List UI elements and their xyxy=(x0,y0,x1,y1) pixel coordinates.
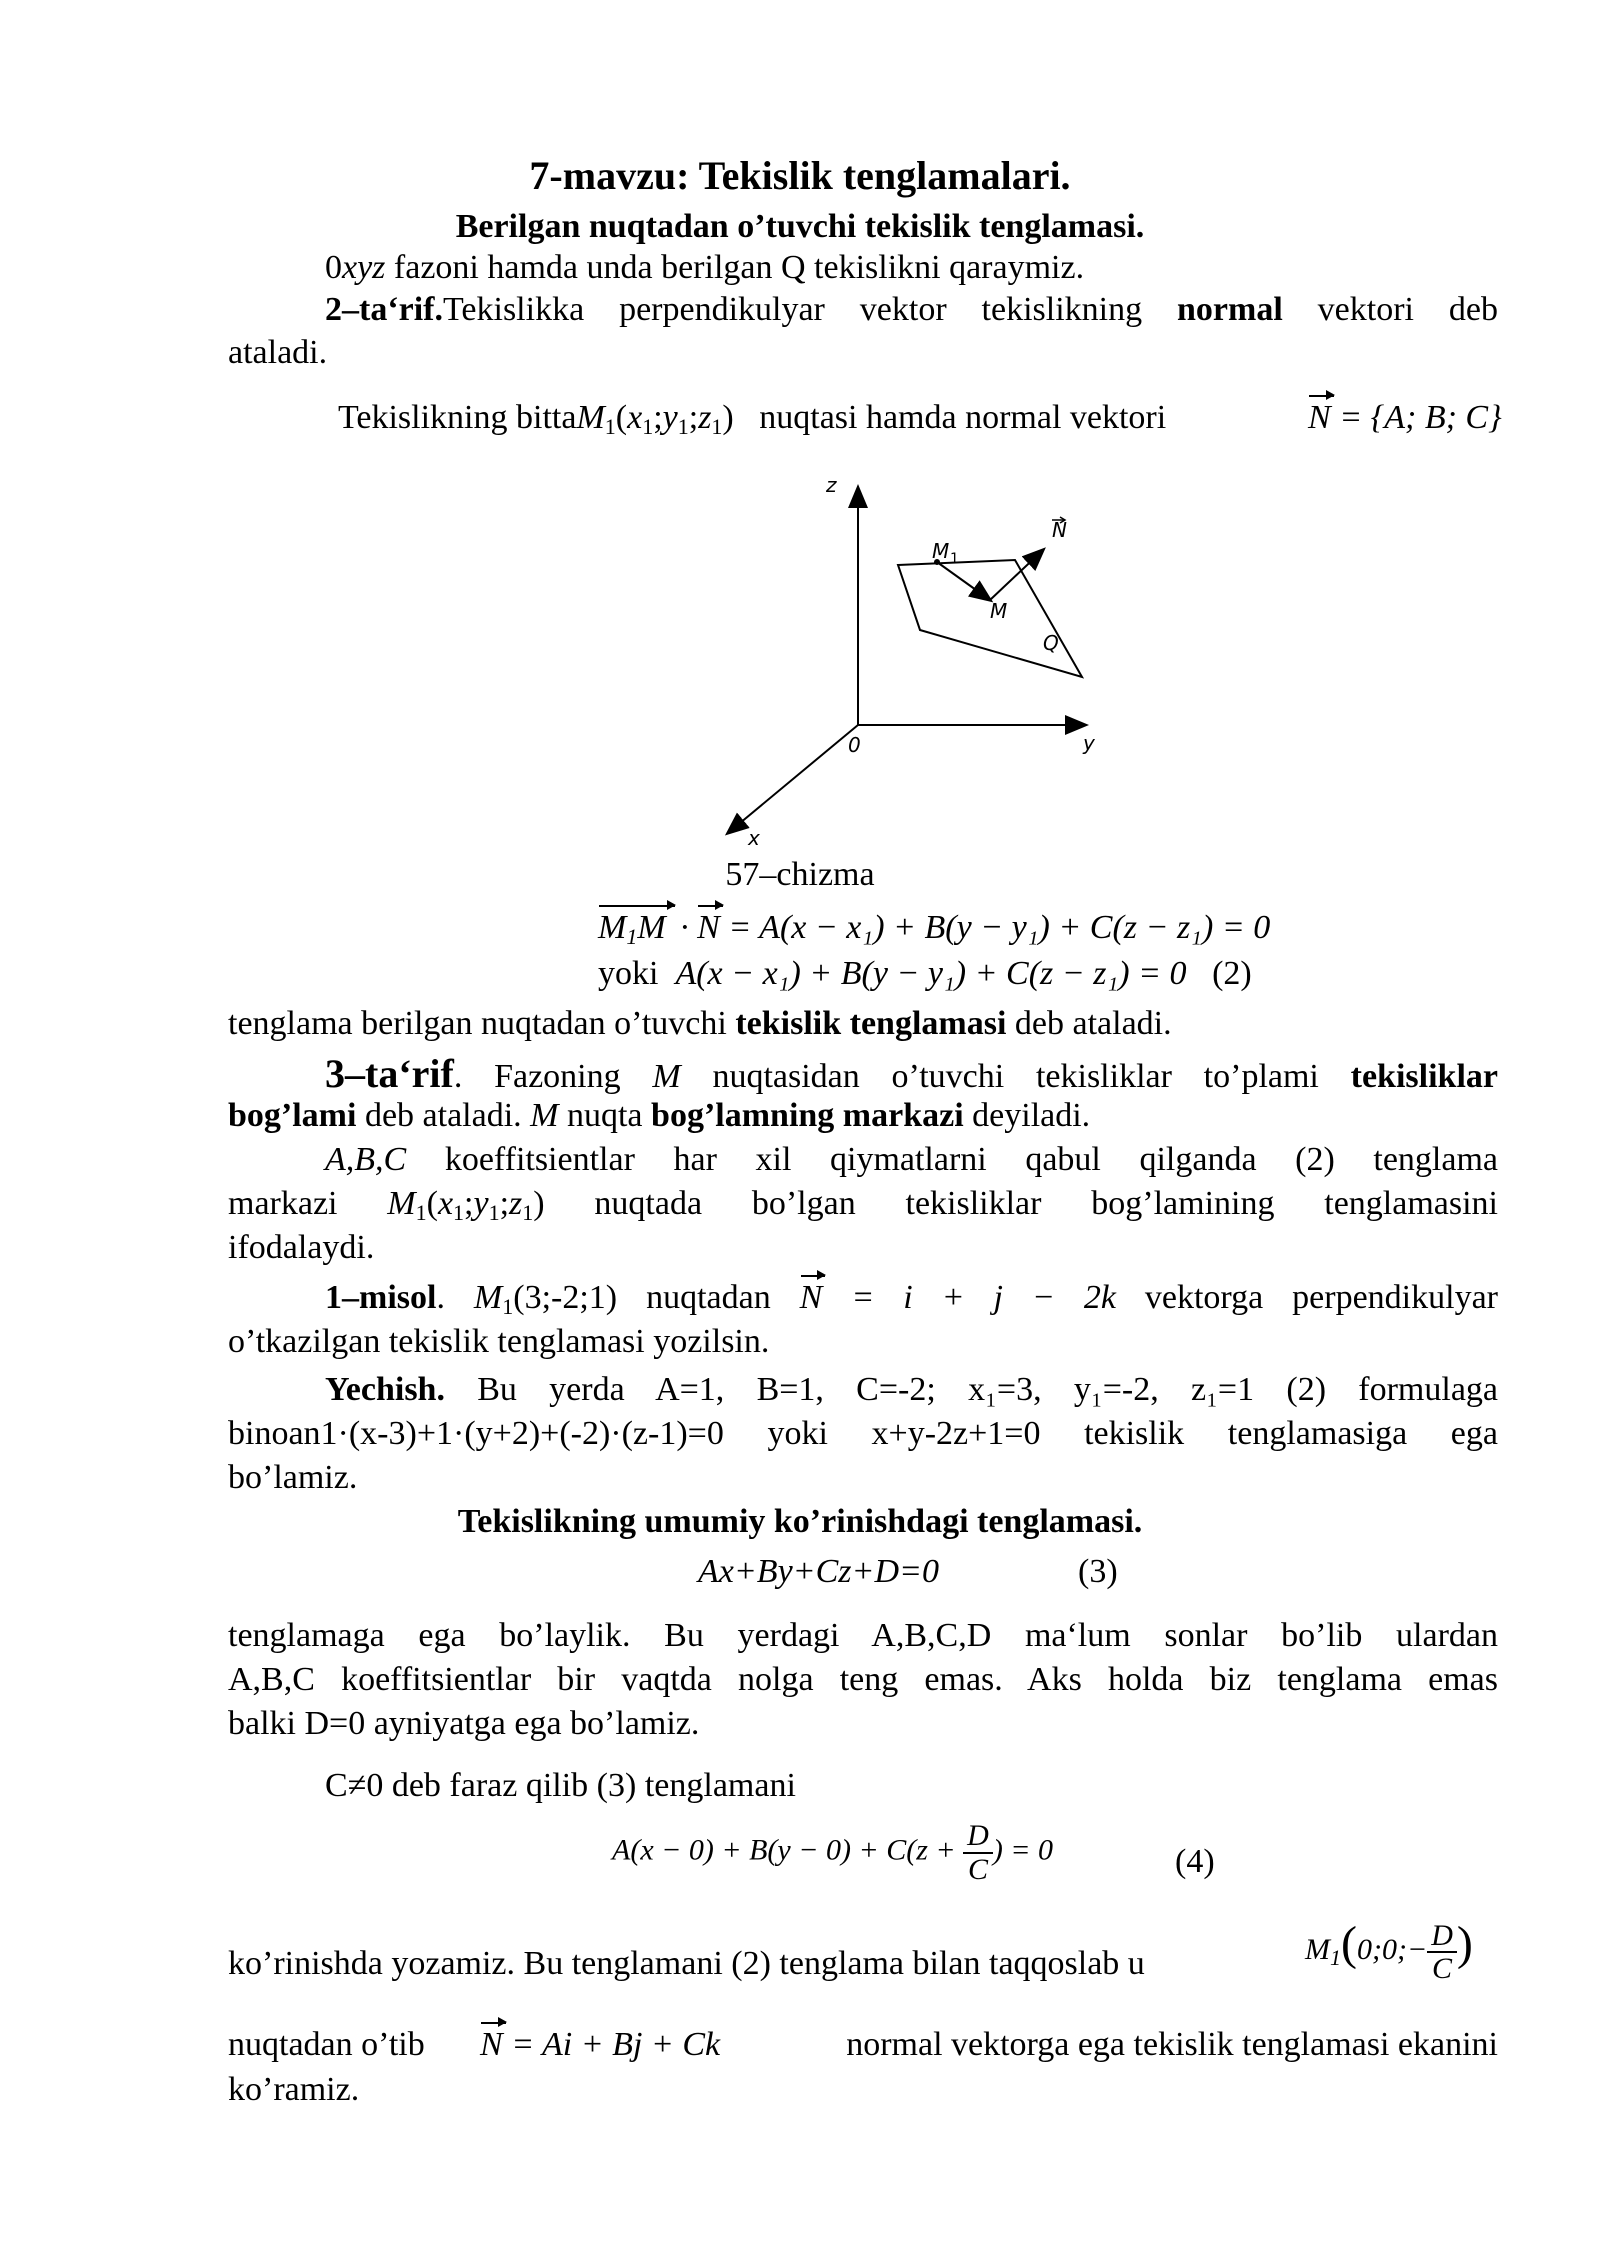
label-n: N xyxy=(1052,518,1067,542)
example-1: 1–misol. $M_1(3;-2;1)$ nuqtadan N = i + j − 2k vektorga perpendikulyar xyxy=(325,1279,1498,1319)
solution-l2: binoan1·(x-3)+1·(y+2)+(-2)·(z-1)=0 yoki x+y-2z+1=0 tekislik tenglamasiga ega xyxy=(228,1415,1498,1452)
paragraph-general-l1: tenglamaga ega bo’laylik. Bu yerdagi A,B,C,D ma‘lum sonlar bo’lib ulardan xyxy=(228,1617,1498,1654)
equation-dot-product: $M_1M \cdot N = A(x - x_1) + B(y - y_1) + C(z - z_1) = 0$ xyxy=(598,909,1271,949)
normal-vector-formula: N = Ai + Bj + Ck xyxy=(480,2025,720,2066)
equation-4-tag: (4) xyxy=(1175,1843,1215,1880)
example-1-cont: o’tkazilgan tekislik tenglamasi yozilsin. xyxy=(228,1323,770,1360)
paragraph-plane-equation: tenglama berilgan nuqtadan o’tuvchi tekislik tenglamasi deb ataladi. xyxy=(228,1005,1172,1042)
normal-vector-set: N = {A; B; C} xyxy=(1308,398,1502,439)
definition-3: 3–ta‘rif. Fazoning M nuqtasidan o’tuvchi tekisliklar to’plami tekisliklar xyxy=(325,1051,1498,1096)
label-z: z xyxy=(826,473,837,497)
paragraph-bundle-l2: markazi $M_1(x_1;y_1;z_1)$ nuqtada bo’lgan tekisliklar bog’lamining tenglamasini xyxy=(228,1185,1498,1225)
solution: Yechish. Bu yerda A=1, B=1, C=-2; x₁=3, y₁=-2, z₁=1 (2) formulaga xyxy=(325,1371,1498,1408)
equation-3: Ax+By+Cz+D=0 xyxy=(698,1553,939,1590)
paragraph-bundle-l3: ifodalaydi. xyxy=(228,1229,375,1266)
paragraph-intro: 0xyz fazoni hamda unda berilgan Q tekislikni qaraymiz. xyxy=(325,249,1085,286)
paragraph-general-l2: A,B,C koeffitsientlar bir vaqtda nolga teng emas. Aks holda biz tenglama emas xyxy=(228,1661,1498,1698)
label-origin: 0 xyxy=(848,733,861,757)
label-x: x xyxy=(748,826,760,850)
section-heading-1: Berilgan nuqtadan o’tuvchi tekislik tenglamasi. xyxy=(455,208,1145,245)
paragraph-compare: ko’rinishda yozamiz. Bu tenglamani (2) tenglama bilan taqqoslab u xyxy=(228,1945,1145,1982)
label-q: Q xyxy=(1043,631,1059,655)
vector-m1m xyxy=(937,562,990,600)
paragraph-normal-vector: Tekislikning $bittaM_1(x_1;y_1;z_1)$ nuqtasi hamda normal vektori xyxy=(338,399,1167,439)
paragraph-conclusion-l2: ko’ramiz. xyxy=(228,2071,360,2108)
definition-2: 2–ta‘rif.Tekislikka perpendikulyar vektor tekislikning normal vektori deb xyxy=(325,291,1498,328)
paragraph-general-l3: balki D=0 ayniyatga ega bo’lamiz. xyxy=(228,1705,700,1742)
paragraph-bundle: A,B,C koeffitsientlar har xil qiymatlarni qabul qilganda (2) tenglama xyxy=(325,1141,1498,1178)
section-heading-2: Tekislikning umumiy ko’rinishdagi tenglamasi. xyxy=(457,1503,1143,1540)
definition-2-cont: ataladi. xyxy=(228,334,328,371)
label-m: M xyxy=(990,599,1008,623)
point-m1-formula: $M_1(0;0;-$ $\frac{D}{C}$ ) xyxy=(1305,1917,1473,1986)
label-y: y xyxy=(1083,731,1095,755)
normal-vector-n xyxy=(990,550,1043,600)
label-m1-sub: 1 xyxy=(950,551,959,567)
figure-caption: 57–chizma xyxy=(725,856,875,893)
paragraph-assume: C≠0 deb faraz qilib (3) tenglamani xyxy=(325,1767,796,1804)
solution-l3: bo’lamiz. xyxy=(228,1459,358,1496)
x-axis xyxy=(728,725,858,833)
definition-3-cont: bog’lami deb ataladi. M nuqta bog’lamning markazi deyiladi. xyxy=(228,1097,1091,1134)
figure-57 xyxy=(700,460,1150,860)
equation-3-tag: (3) xyxy=(1078,1553,1118,1590)
page-title: 7-mavzu: Tekislik tenglamalari. xyxy=(529,153,1071,198)
paragraph-conclusion-end: normal vektorga ega tekislik tenglamasi ekanini xyxy=(846,2026,1498,2063)
label-m1: M xyxy=(932,539,950,563)
equation-4: A(x − 0) + B(y − 0) + C(z + $\frac{D}{C}$ ) = 0 xyxy=(612,1819,1054,1886)
paragraph-conclusion: nuqtadan o’tib xyxy=(228,2026,425,2063)
equation-2: yoki A(x − x₁) + B(y − y₁) + C(z − z₁) = 0 (2) xyxy=(598,955,1252,992)
